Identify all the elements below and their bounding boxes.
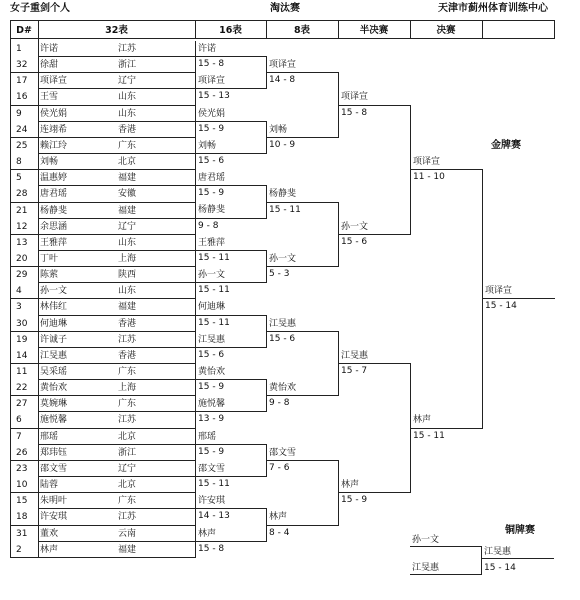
bracket-line-h (195, 121, 267, 122)
bracket-line-h (410, 428, 483, 429)
r16-score: 15 - 8 (198, 59, 225, 69)
player-province: 安徽 (118, 189, 137, 199)
player-name: 孙一文 (40, 286, 68, 296)
player-name: 许诚子 (40, 335, 68, 345)
semi-score: 15 - 8 (341, 108, 368, 118)
player-seed: 8 (16, 157, 22, 167)
player-seed: 28 (16, 189, 28, 199)
semi-winner: 项译宣 (341, 92, 369, 102)
player-name: 项译宣 (40, 76, 68, 86)
r16-winner: 王雅萍 (198, 238, 226, 248)
player-province: 山东 (118, 92, 137, 102)
bracket-line-h (38, 444, 196, 445)
player-seed: 14 (16, 351, 28, 361)
bracket-line-v (195, 332, 196, 364)
player-name: 邵文雪 (40, 464, 68, 474)
bracket-line-v (195, 106, 196, 138)
player-province: 北京 (118, 480, 137, 490)
bracket-line-v (195, 138, 196, 170)
r16-winner: 何迪琳 (198, 302, 226, 312)
player-province: 辽宁 (118, 222, 137, 232)
bracket-line-v (195, 364, 196, 396)
bronze-player-2: 江旻惠 (412, 563, 440, 573)
col-r8-header: 8表 (293, 25, 311, 36)
player-seed: 9 (16, 109, 22, 119)
player-name: 余思涵 (40, 222, 68, 232)
bracket-line-h (410, 169, 483, 170)
stage-title: 淘汰赛 (270, 3, 300, 14)
bracket-line-v (10, 39, 11, 558)
player-province: 上海 (118, 383, 137, 393)
r16-winner: 许安琪 (198, 496, 226, 506)
bracket-line-h (266, 266, 339, 267)
player-province: 广东 (118, 367, 137, 377)
player-province: 云南 (118, 529, 137, 539)
player-name: 邢瑶 (40, 432, 59, 442)
player-name: 何迪琳 (40, 319, 68, 329)
r8-score: 9 - 8 (269, 398, 290, 408)
player-seed: 5 (16, 173, 22, 183)
player-province: 香港 (118, 319, 137, 329)
bracket-line-v (195, 429, 196, 461)
player-name: 刘畅 (40, 157, 59, 167)
bracket-line-h (38, 218, 196, 219)
player-province: 山东 (118, 238, 137, 248)
player-province: 广东 (118, 141, 137, 151)
player-province: 香港 (118, 125, 137, 135)
gold-medal-label: 金牌赛 (491, 140, 521, 151)
r16-score: 15 - 11 (198, 285, 230, 295)
player-name: 唐君瑶 (40, 189, 68, 199)
bronze-score: 15 - 14 (484, 563, 516, 573)
bracket-line-h (266, 395, 339, 396)
bracket-line-h (38, 541, 196, 542)
player-province: 山东 (118, 286, 137, 296)
bracket-line-h (195, 282, 267, 283)
r16-winner: 林声 (198, 529, 217, 539)
bracket-line-h (338, 363, 411, 364)
bracket-line-v (195, 73, 196, 106)
bracket-line-h (38, 56, 196, 57)
bracket-line-v (410, 105, 411, 235)
player-name: 江旻惠 (40, 351, 68, 361)
bracket-line-h (38, 508, 196, 509)
player-province: 陕西 (118, 270, 137, 280)
r16-winner: 江旻惠 (198, 335, 226, 345)
champion-name: 项译宣 (485, 286, 513, 296)
player-seed: 20 (16, 254, 28, 264)
player-name: 丁叶 (40, 254, 59, 264)
r16-winner: 刘畅 (198, 141, 217, 151)
r8-winner: 项译宣 (269, 60, 297, 70)
semi-winner: 江旻惠 (341, 351, 369, 361)
r16-winner: 邵文雪 (198, 464, 226, 474)
player-name: 郑玮钰 (40, 448, 68, 458)
bracket-line-h (195, 56, 267, 57)
bracket-line-h (338, 492, 411, 493)
player-seed: 18 (16, 512, 28, 522)
player-province: 辽宁 (118, 464, 137, 474)
bronze-winner: 江旻惠 (484, 547, 512, 557)
bracket-line-h (266, 137, 339, 138)
bracket-line-h (266, 331, 339, 332)
player-province: 浙江 (118, 448, 137, 458)
r8-score: 10 - 9 (269, 140, 296, 150)
bracket-line-h (338, 234, 411, 235)
r16-winner: 杨静斐 (198, 205, 226, 215)
r16-score: 15 - 9 (198, 447, 225, 457)
bracket-line-h (38, 153, 196, 154)
bracket-line-v (38, 39, 39, 558)
semi-score: 15 - 7 (341, 366, 368, 376)
bracket-line-h (195, 379, 267, 380)
player-name: 王雅萍 (40, 238, 68, 248)
r8-winner: 杨静斐 (269, 189, 297, 199)
player-seed: 7 (16, 432, 22, 442)
player-province: 上海 (118, 254, 137, 264)
player-seed: 2 (16, 545, 22, 555)
event-title: 女子重剑个人 (10, 3, 70, 14)
r16-score: 15 - 6 (198, 156, 225, 166)
player-name: 许安琪 (40, 512, 68, 522)
bracket-line-h (38, 282, 196, 283)
r16-score: 15 - 11 (198, 253, 230, 263)
bracket-line-v (195, 41, 196, 73)
bracket-line-h (195, 153, 267, 154)
player-seed: 26 (16, 448, 28, 458)
player-seed: 25 (16, 141, 28, 151)
bracket-line-h (38, 88, 196, 89)
player-name: 董欢 (40, 529, 59, 539)
player-seed: 16 (16, 92, 28, 102)
player-name: 施悦馨 (40, 415, 68, 425)
player-province: 北京 (118, 157, 137, 167)
col-semi-header: 半决赛 (359, 25, 389, 36)
bracket-line-h (266, 202, 339, 203)
player-seed: 4 (16, 286, 22, 296)
player-name: 吴采瑶 (40, 367, 68, 377)
bracket-line-v (195, 235, 196, 267)
player-name: 赖江玲 (40, 141, 68, 151)
final-winner: 项译宣 (413, 157, 441, 167)
semi-score: 15 - 9 (341, 495, 368, 505)
bronze-medal-label: 铜牌赛 (505, 525, 535, 536)
r16-score: 13 - 9 (198, 414, 225, 424)
r16-score: 15 - 9 (198, 382, 225, 392)
r16-winner: 邢瑶 (198, 432, 217, 442)
bracket-line-h (38, 315, 196, 316)
bracket-line-h (195, 218, 267, 219)
player-province: 辽宁 (118, 76, 137, 86)
bracket-line-h (195, 315, 267, 316)
player-province: 江苏 (118, 415, 137, 425)
bracket-line-h (195, 347, 267, 348)
player-seed: 24 (16, 125, 28, 135)
player-province: 香港 (118, 351, 137, 361)
r16-winner: 黄怡欢 (198, 367, 226, 377)
bracket-line-h (38, 185, 196, 186)
player-seed: 27 (16, 399, 28, 409)
player-name: 徐甜 (40, 60, 59, 70)
player-seed: 22 (16, 383, 28, 393)
player-name: 林伟红 (40, 302, 68, 312)
player-seed: 29 (16, 270, 28, 280)
col-seed-header: D# (16, 25, 32, 36)
bracket-line-h (38, 379, 196, 380)
bracket-line-h (338, 105, 411, 106)
player-seed: 23 (16, 464, 28, 474)
r16-score: 15 - 6 (198, 350, 225, 360)
semi-score: 15 - 6 (341, 237, 368, 247)
r8-score: 15 - 11 (269, 205, 301, 215)
r8-score: 14 - 8 (269, 75, 296, 85)
bracket-line-h (266, 72, 339, 73)
bracket-line-v (338, 460, 339, 526)
player-province: 福建 (118, 206, 137, 216)
r8-winner: 林声 (269, 512, 288, 522)
bracket-line-h (482, 298, 555, 299)
player-seed: 6 (16, 415, 22, 425)
r16-score: 9 - 8 (198, 221, 219, 231)
bracket-line-h (195, 476, 267, 477)
player-seed: 19 (16, 335, 28, 345)
bracket-line-v (482, 169, 483, 429)
player-seed: 30 (16, 319, 28, 329)
player-province: 广东 (118, 496, 137, 506)
r16-winner: 施悦馨 (198, 399, 226, 409)
player-name: 林声 (40, 545, 59, 555)
r16-score: 15 - 11 (198, 318, 230, 328)
bracket-line-h (38, 347, 196, 348)
bracket-line-h (195, 508, 267, 509)
r16-winner: 项译宣 (198, 76, 226, 86)
player-seed: 12 (16, 222, 28, 232)
player-name: 王雪 (40, 92, 59, 102)
player-name: 黄怡欢 (40, 383, 68, 393)
player-name: 莫婉琳 (40, 399, 68, 409)
player-seed: 31 (16, 529, 28, 539)
bracket-line-h (195, 541, 267, 542)
player-name: 许诺 (40, 44, 59, 54)
bracket-line-h (38, 476, 196, 477)
bronze-player-1: 孙一文 (412, 535, 440, 545)
r8-winner: 邵文雪 (269, 448, 297, 458)
col-final-header: 决赛 (436, 25, 456, 36)
player-seed: 15 (16, 496, 28, 506)
semi-winner: 林声 (341, 480, 360, 490)
bracket-line-h (195, 411, 267, 412)
player-province: 浙江 (118, 60, 137, 70)
bracket-line-v (195, 493, 196, 526)
r8-winner: 江旻惠 (269, 319, 297, 329)
bracket-line-v (195, 267, 196, 299)
player-name: 杨静斐 (40, 206, 68, 216)
player-province: 福建 (118, 173, 137, 183)
player-name: 连翊希 (40, 125, 68, 135)
r16-score: 15 - 9 (198, 188, 225, 198)
player-name: 陈萦 (40, 270, 59, 280)
r16-score: 15 - 9 (198, 124, 225, 134)
player-province: 江苏 (118, 335, 137, 345)
player-seed: 1 (16, 44, 22, 54)
player-seed: 17 (16, 76, 28, 86)
player-province: 江苏 (118, 512, 137, 522)
bracket-line-h (266, 525, 339, 526)
r16-winner: 侯光娟 (198, 109, 226, 119)
r8-score: 15 - 6 (269, 334, 296, 344)
r16-score: 15 - 11 (198, 479, 230, 489)
bracket-line-h (195, 88, 267, 89)
col-r16-header: 16表 (219, 25, 242, 36)
r8-winner: 黄怡欢 (269, 383, 297, 393)
player-seed: 21 (16, 206, 28, 216)
bracket-line-h (38, 250, 196, 251)
player-province: 江苏 (118, 44, 137, 54)
r8-score: 7 - 6 (269, 463, 290, 473)
player-province: 福建 (118, 302, 137, 312)
bracket-line-v (195, 396, 196, 429)
player-name: 陆蓉 (40, 480, 59, 490)
player-seed: 10 (16, 480, 28, 490)
bracket-line-h (195, 444, 267, 445)
bracket-line-v (195, 461, 196, 493)
final-score: 15 - 11 (413, 431, 445, 441)
r16-winner: 唐君瑶 (198, 173, 226, 183)
r16-score: 15 - 13 (198, 91, 230, 101)
r16-score: 15 - 8 (198, 544, 225, 554)
r16-winner: 许诺 (198, 44, 217, 54)
player-seed: 32 (16, 60, 28, 70)
bracket-line-h (195, 250, 267, 251)
player-name: 温惠婷 (40, 173, 68, 183)
player-province: 广东 (118, 399, 137, 409)
player-province: 山东 (118, 109, 137, 119)
venue-title: 天津市蓟州体育训练中心 (438, 3, 548, 14)
r16-winner: 孙一文 (198, 270, 226, 280)
player-province: 北京 (118, 432, 137, 442)
bracket-line-v (195, 526, 196, 558)
final-score: 11 - 10 (413, 172, 445, 182)
r8-score: 8 - 4 (269, 528, 290, 538)
col-r32-header: 32表 (105, 25, 128, 36)
final-winner: 林声 (413, 415, 432, 425)
player-seed: 11 (16, 367, 28, 377)
r16-score: 14 - 13 (198, 511, 230, 521)
player-seed: 3 (16, 302, 22, 312)
player-name: 朱明叶 (40, 496, 68, 506)
bracket-line-h (266, 460, 339, 461)
semi-winner: 孙一文 (341, 222, 369, 232)
r8-winner: 孙一文 (269, 254, 297, 264)
bracket-line-v (195, 203, 196, 235)
bracket-line-h (38, 411, 196, 412)
r8-winner: 刘畅 (269, 125, 288, 135)
r8-score: 5 - 3 (269, 269, 290, 279)
bracket-line-h (195, 185, 267, 186)
bracket-line-v (195, 170, 196, 203)
champion-score: 15 - 14 (485, 301, 517, 311)
player-seed: 13 (16, 238, 28, 248)
player-province: 福建 (118, 545, 137, 555)
bracket-line-h (38, 121, 196, 122)
player-name: 侯光娟 (40, 109, 68, 119)
